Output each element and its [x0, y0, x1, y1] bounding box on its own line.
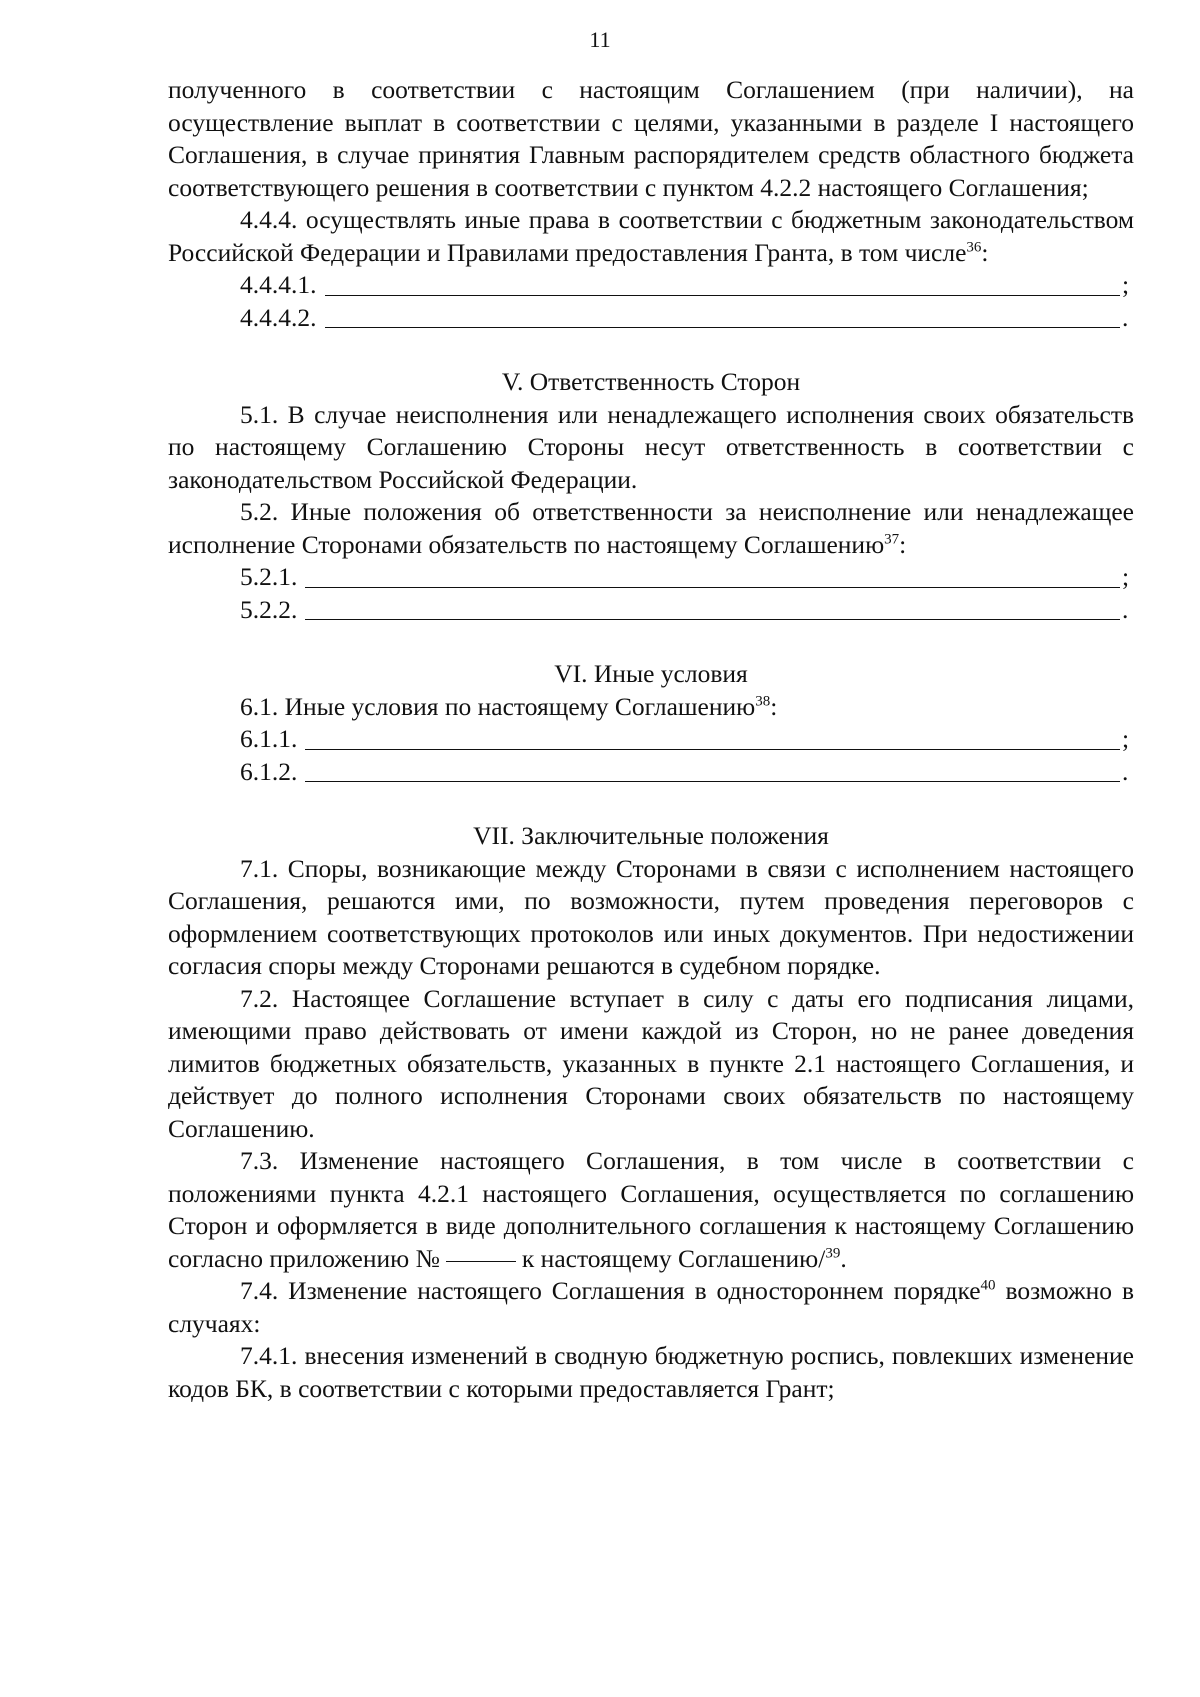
- blank-line-item[interactable]: 6.1.1. ;: [168, 723, 1134, 756]
- item-label: 5.2.2.: [240, 594, 298, 624]
- paragraph-7-1: 7.1. Споры, возникающие между Сторонами в связи с исполнением настоящего Соглашения, решаются ими, по возможности, путем проведения переговоров с оформлением соответствующих протоколов или иных документов. При недостижении согласия споры между Сторонами решаются в судебном порядке.: [168, 853, 1134, 980]
- section-heading-v: V. Ответственность Сторон: [501, 367, 801, 396]
- section-heading-vii: VII. Заключительные положения: [473, 821, 829, 850]
- paragraph-5-2: 5.2. Иные положения об ответственности за неисполнение или ненадлежащее исполнение Сторонами обязательств по настоящему Соглашению$^{37}$:: [168, 497, 1134, 559]
- item-label: 4.4.4.2.: [240, 302, 317, 332]
- footnote-ref: 37: [884, 531, 900, 547]
- footnote-ref: 40: [980, 1277, 996, 1294]
- fill-in-line[interactable]: [305, 586, 1120, 588]
- fill-in-blank[interactable]: [446, 1260, 516, 1262]
- fill-in-line[interactable]: [305, 780, 1120, 782]
- blank-line-item[interactable]: 4.4.4.2. .: [168, 302, 1134, 335]
- document-body: [168, 74, 1134, 1405]
- footnote-ref: 38: [755, 693, 771, 709]
- item-label: 6.1.1.: [240, 724, 298, 753]
- fill-in-line[interactable]: [305, 748, 1120, 750]
- paragraph-6-1: 6.1. Иные условия по настоящему Соглашению$^{38}$:: [240, 691, 778, 721]
- paragraph-5-1: 5.1. В случае неисполнения или ненадлежащего исполнения своих обязательств по настоящему Соглашению Стороны несут ответственность в соответствии с законодательством Российской Федерации.: [168, 399, 1134, 494]
- blank-line-item[interactable]: 5.2.2. .: [168, 594, 1134, 627]
- fill-in-line[interactable]: [305, 618, 1120, 620]
- footnote-ref: 36: [966, 239, 982, 255]
- item-label: 5.2.1.: [240, 562, 298, 591]
- item-label: 4.4.4.1.: [240, 270, 317, 299]
- item-label: 6.1.2.: [240, 756, 298, 786]
- paragraph: полученного в соответствии с настоящим Соглашением (при наличии), на осуществление выплат в соответствии с целями, указанными в разделе I настоящего Соглашения, в случае принятия Главным распорядителем средств областного бюджета соответствующего решения в соответствии с пунктом 4.2.2 настоящего Соглашения;: [168, 75, 1134, 202]
- paragraph-7-3: 7.3. Изменение настоящего Соглашения, в том числе в соответствии с положениями пункта 4.2.1 настоящего Соглашения, осуществляется по соглашению Сторон и оформляется в виде дополнительного соглашения к настоящему Соглашению согласно приложению № к настоящему Соглашению/$^{39}$.: [168, 1146, 1134, 1273]
- paragraph-7-4: 7.4. Изменение настоящего Соглашения в одностороннем порядке$^{40}$ возможно в случаях:: [168, 1276, 1134, 1338]
- fill-in-line[interactable]: [325, 294, 1121, 296]
- section-heading-vi: VI. Иные условия: [554, 659, 748, 688]
- footnote-ref: 39: [825, 1245, 841, 1261]
- paragraph-7-2: 7.2. Настоящее Соглашение вступает в силу с даты его подписания лицами, имеющими право действовать от имени каждой из Сторон, но не ранее доведения лимитов бюджетных обязательств, указанных в пункте 2.1 настоящего Соглашения, и действует до полного исполнения Сторонами своих обязательств по настоящему Соглашению.: [168, 983, 1134, 1143]
- fill-in-line[interactable]: [325, 326, 1121, 328]
- blank-line-item[interactable]: 4.4.4.1. ;: [168, 269, 1134, 302]
- blank-line-item[interactable]: 6.1.2. .: [168, 756, 1134, 789]
- paragraph-4-4-4: 4.4.4. осуществлять иные права в соответствии с бюджетным законодательством Российской Федерации и Правилами предоставления Гранта, в том числе$^{36}$:: [168, 205, 1134, 267]
- blank-line-item[interactable]: 5.2.1. ;: [168, 561, 1134, 594]
- paragraph-7-4-1: 7.4.1. внесения изменений в сводную бюджетную роспись, повлекших изменение кодов БК, в соответствии с которыми предоставляется Грант;: [168, 1341, 1134, 1403]
- page-number: 11: [589, 27, 611, 52]
